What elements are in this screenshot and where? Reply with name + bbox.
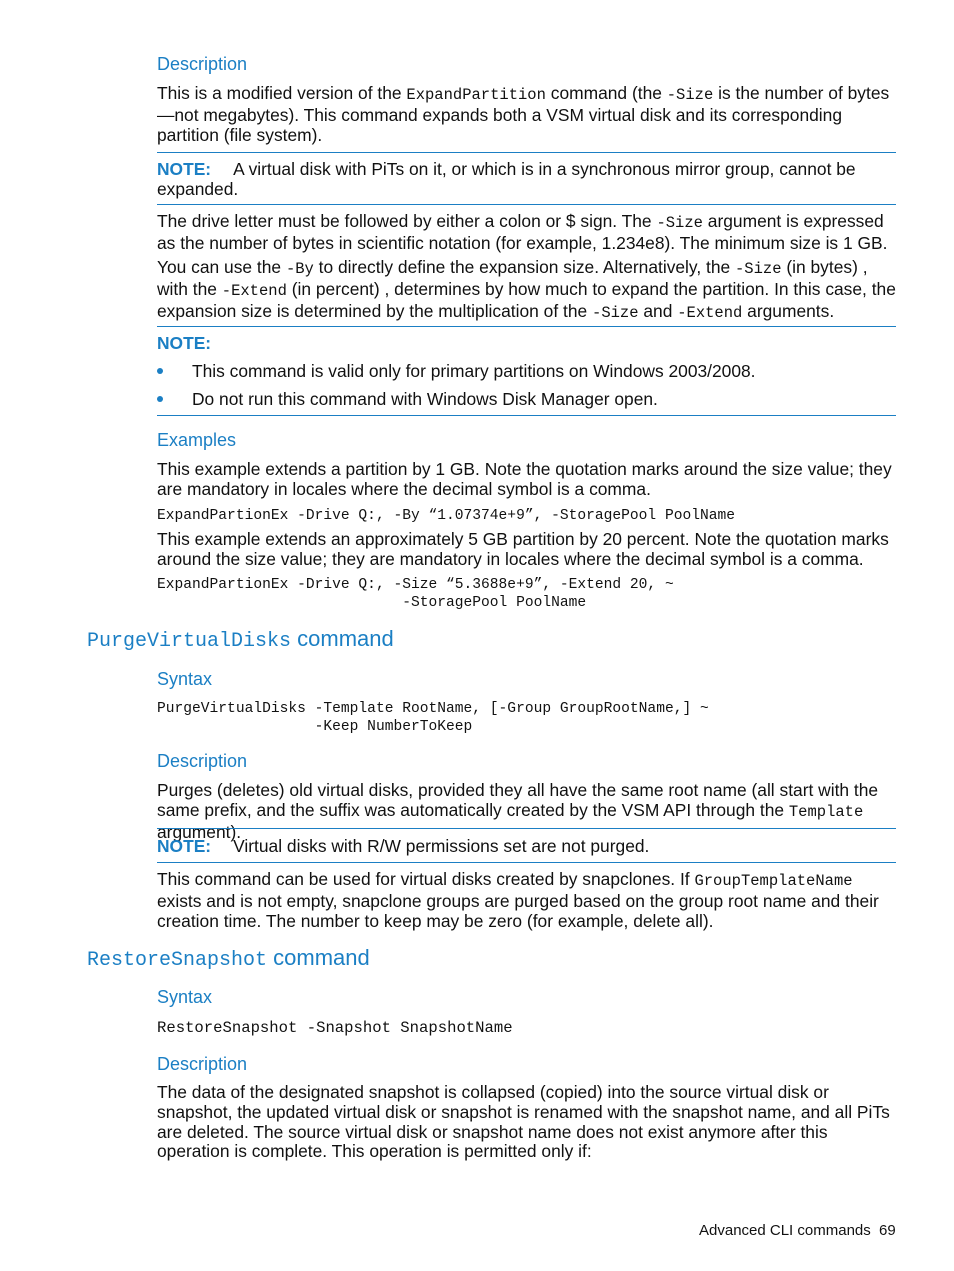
code-block-line: -StoragePool PoolName: [157, 595, 587, 611]
inline-code: -Extend: [221, 281, 287, 300]
inline-code: ExpandPartition: [406, 86, 546, 104]
bullet-icon: [157, 368, 163, 374]
inline-code: Template: [788, 802, 864, 821]
syntax-heading: Syntax: [157, 987, 213, 1007]
description-heading: Description: [157, 54, 248, 74]
note-rule-bottom: [157, 204, 896, 205]
footer-section-name: Advanced CLI commands: [699, 1222, 871, 1239]
description-paragraph: This is a modified version of the ExpandPartition command (the -Size is the number of bytes—not megabytes). This command expands both a VSM virtual disk and its corresponding partition (file system).: [157, 83, 890, 145]
inline-code: -Size: [592, 303, 639, 322]
syntax-code-line: PurgeVirtualDisks -Template RootName, [-Group GroupRootName,] ~: [157, 701, 709, 717]
syntax-code-line: RestoreSnapshot -Snapshot SnapshotName: [157, 1019, 513, 1037]
note-box: [157, 837, 897, 857]
section-title-restoresnapshot: RestoreSnapshot command: [87, 945, 370, 972]
syntax-heading: Syntax: [157, 669, 213, 689]
note-label-line: [157, 334, 897, 354]
section-title-purgevirtualdisks: PurgeVirtualDisks command: [87, 626, 394, 653]
note-text: A virtual disk with PiTs on it, or which is in a synchronous mirror group, cannot be expanded.: [157, 159, 856, 199]
note-rule-bottom: [157, 415, 896, 416]
code-block: ExpandPartionEx -Drive Q:, -By “1.07374e+9”, -StoragePool PoolName: [157, 508, 736, 524]
inline-code: -Size: [666, 86, 714, 104]
description-paragraph: The data of the designated snapshot is collapsed (copied) into the source virtual disk or snapshot, the updated virtual disk or snapshot is renamed with the snapshot name, and all PiTs are deleted. The source virtual disk or snapshot name does not exist anymore after this operation is complete. This operation is permitted only if:: [157, 1082, 890, 1162]
note-label: NOTE:: [157, 159, 212, 179]
note-label: NOTE:: [157, 836, 212, 856]
note-label: NOTE:: [157, 333, 212, 353]
description-paragraph: Purges (deletes) old virtual disks, provided they all have the same root name (all start with the same prefix, and the suffix was automatically created by the VSM API through the Template argument).: [157, 780, 879, 842]
syntax-code-line: -Keep NumberToKeep: [157, 719, 473, 735]
example-paragraph: This example extends an approximately 5 GB partition by 20 percent. Note the quotation marks around the size value; they are mandatory in locales where the decimal symbol is a comma.: [157, 529, 889, 569]
inline-code: GroupTemplateName: [694, 872, 853, 890]
description-heading: Description: [157, 1054, 248, 1074]
note-rule-top: [157, 828, 896, 829]
inline-code: -By: [285, 260, 314, 278]
bullet-icon: [157, 396, 163, 402]
code-block-line: ExpandPartionEx -Drive Q:, -Size “5.3688e+9”, -Extend 20, ~: [157, 577, 674, 593]
note-rule-top: [157, 326, 896, 327]
inline-code: -Extend: [677, 303, 743, 322]
inline-code: -Size: [656, 214, 703, 232]
examples-heading: Examples: [157, 430, 237, 450]
footer-page-number: 69: [879, 1222, 896, 1239]
example-paragraph: This example extends a partition by 1 GB. Note the quotation marks around the size value; they are mandatory in locales where the decimal symbol is a comma.: [157, 459, 892, 499]
note-box: [157, 160, 897, 200]
description-paragraph: The drive letter must be followed by either a colon or $ sign. The -Size argument is expressed as the number of bytes in scientific notation (for example, 1.234e8). The minimum size is 1 GB.: [157, 211, 888, 253]
inline-code: -Size: [735, 260, 782, 278]
note-text: Virtual disks with R/W permissions set are not purged.: [233, 836, 650, 856]
description-paragraph: This command can be used for virtual disks created by snapclones. If GroupTemplateName exists and is not empty, snapclone groups are purged based on the group root name and their creation time. The number to keep may be zero (for example, delete all).: [157, 869, 879, 931]
description-heading: Description: [157, 751, 248, 771]
description-paragraph: You can use the -By to directly define the expansion size. Alternatively, the -Size (in bytes) , with the -Extend (in percent) , determines by how much to expand the partition. In this case, the expansion size is determined by the multiplication of the -Size and -Extend arguments.: [157, 257, 896, 322]
note-rule-bottom: [157, 862, 896, 863]
note-rule-top: [157, 152, 896, 153]
